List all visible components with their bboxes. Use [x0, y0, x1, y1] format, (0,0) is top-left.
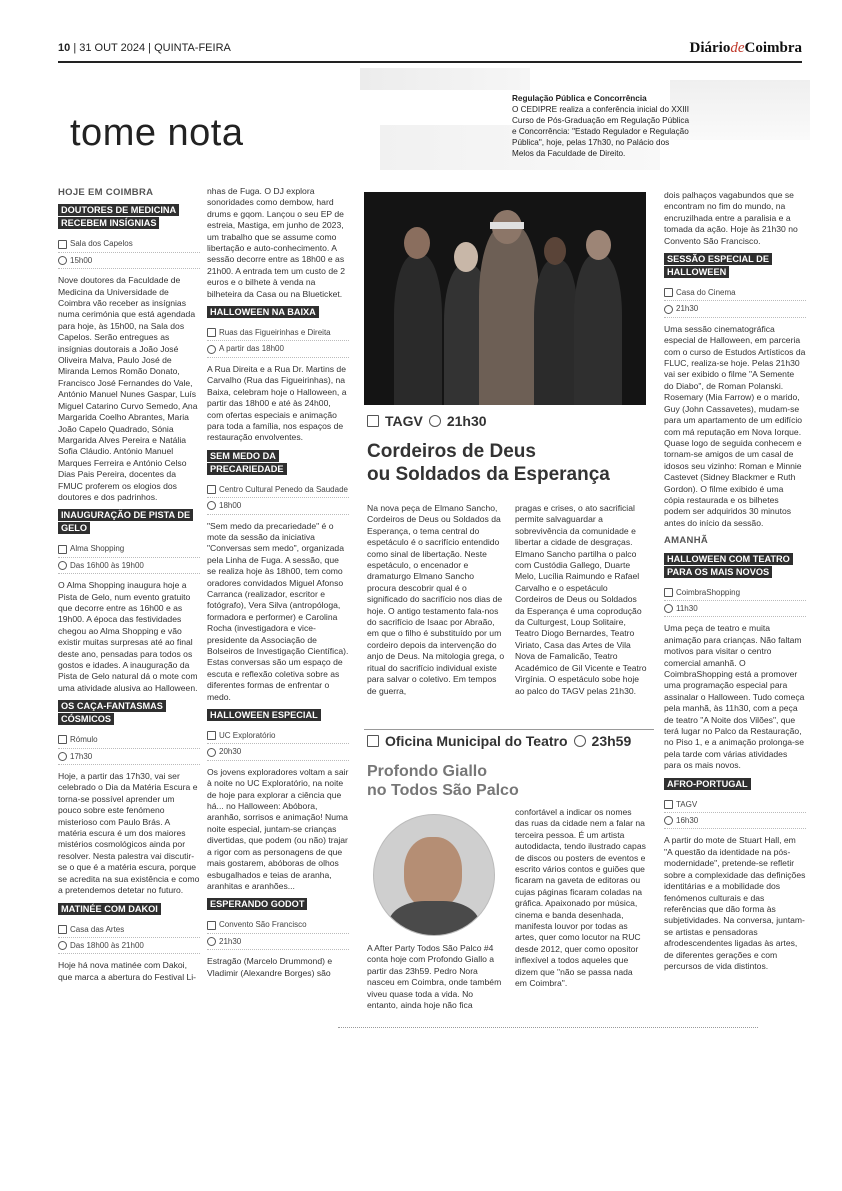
- subhead-tomorrow: AMANHÃ: [664, 535, 709, 547]
- clock-icon: [429, 415, 441, 427]
- venue-icon: [664, 288, 673, 297]
- bleed-block: [360, 68, 530, 90]
- folio: 10 | 31 OUT 2024 | QUINTA-FEIRA: [58, 42, 231, 54]
- venue-icon: [207, 328, 216, 337]
- venue-icon: [207, 485, 216, 494]
- feature2-title: Profondo Giallo no Todos São Palco: [367, 763, 519, 799]
- event-time: Das 16h00 às 19h00: [58, 558, 200, 574]
- event-text: Uma sessão cinematográfica especial de Halloween, em parceria com o curso de Estudos Artísticos da FLUC, realiza-se hoje. Pelas 21h30 vai ser exibido o filme "A Semente do Diabo", de Roman Polanski. Rosemary (Mia Farrow) e o marido, Guy (John Cassavetes), mudam-se para um apartamento de um edifício com má reputação em Nova Iorque. Quase logo de seguida conhecem e tornam-se amigos de um casal de idosos seu vizinho: Roman e Minnie Castevet (Sidney Blackmer e Ruth Gordon). O filme exibido é uma cópia restaurada e os bilhetes podem ser adquiridos 30 minutos antes do início da sessão.: [664, 323, 806, 528]
- event-heading: SESSÃO ESPECIAL DE HALLOWEEN: [664, 253, 772, 278]
- event-heading: AFRO-PORTUGAL: [664, 778, 751, 790]
- weekday: QUINTA-FEIRA: [154, 42, 231, 54]
- regulation-text: O CEDIPRE realiza a conferência inicial do XXIII Curso de Pós-Graduação em Regulação Pública e Concorrência: "Estado Regulador e Regulação Pública", hoje, pelas 17h30, no Palácio dos Melos da Faculdade de Direito.: [512, 105, 690, 158]
- feature2-meta: [367, 733, 631, 749]
- feature1-venue: TAGV: [385, 413, 423, 429]
- feature2-venue: Oficina Municipal do Teatro: [385, 733, 568, 749]
- clock-icon: [58, 256, 67, 265]
- venue-icon: [58, 925, 67, 934]
- event-time: 21h30: [664, 301, 806, 317]
- event-text: Uma peça de teatro e muita animação para crianças. Não faltam motivos para visitar o centro comercial amanhã. O CoimbraShopping está a promover uma programação especial para assinalar o Halloween. Tudo começa pela manhã, às 11h30, com a peça de teatro "A Noite dos Vilões", que terá lugar no Palco da Restauração, no Piso 1, e a animação prolonga-se pela tarde com várias atividades para os mais novos.: [664, 623, 805, 771]
- issue-date: 31 OUT 2024: [79, 42, 146, 54]
- feature2-col-b: confortável a indicar os nomes das ruas da cidade nem a falar na terceira pessoa. É um artista autodidacta, tendo ilustrado capas de discos ou posters de eventos e escrito vários contos e guiões que ficaram na gaveta de editoras ou cujas páginas ficaram coladas na gráfica. Apaixonado por música, cinema e banda desenhada, manifesta louvor por todas as artes, quer como locutor na RUC desde 2012, quer como opositor inflexível a todos aqueles que dizem que "não se passa nada em Coimbra".: [515, 807, 646, 989]
- feature2-time: 23h59: [591, 733, 632, 749]
- event-text: Os jovens exploradores voltam a sair à noite no UC Exploratório, na noite de hoje para explorar a ciência que há... no Halloween: Abóbora, aranhão, sorrisos e animação! Numa noite especial, juntam-se crianças divertidas, que podem (ou não) trajar a rigor com as personagens de que mais gostarem, abóboras de olhos esbugalhados e teias de aranha, aranhitas e aranhões...: [207, 766, 349, 891]
- event-text: A Rua Direita e a Rua Dr. Martins de Carvalho (Rua das Figueirinhas), na Baixa, celebram hoje o Halloween, a partir das 18h00 e até às 24h00, com ofertas especiais e animação para toda a família, nos espaços de restauração envolventes.: [207, 363, 347, 443]
- venue-icon: [664, 588, 673, 597]
- event-venue: Centro Cultural Penedo da Saudade: [207, 482, 349, 498]
- event-venue: UC Exploratório: [207, 728, 349, 744]
- column-2: [207, 186, 349, 985]
- event-time: 15h00: [58, 253, 200, 269]
- clock-icon: [207, 501, 216, 510]
- clock-icon: [207, 937, 216, 946]
- event-time: Das 18h00 às 21h00: [58, 938, 200, 954]
- page-number: 10: [58, 42, 71, 54]
- event-time: 21h30: [207, 934, 349, 950]
- clock-icon: [207, 345, 216, 354]
- event-text: Estragão (Marcelo Drummond) e Vladimir (Alexandre Borges) são: [207, 956, 333, 978]
- venue-icon: [367, 415, 379, 427]
- venue-icon: [58, 735, 67, 744]
- subhead-today: HOJE EM COIMBRA: [58, 187, 154, 198]
- feature2-col-a: A After Party Todos São Palco #4 conta hoje com Profondo Giallo a partir das 23h59. Pedro Nora nasceu em Coimbra, onde também viveu quase toda a vida. No entanto, ainda hoje não fica: [367, 943, 502, 1011]
- regulation-heading: Regulação Pública e Concorrência: [512, 94, 647, 103]
- event-time: 17h30: [58, 749, 200, 765]
- event-text: "Sem medo da precariedade" é o mote da sessão da iniciativa "Conversas sem medo", organizada pela Linha de Fuga. A sessão, que se realiza hoje às 18h00, tem como oradores convidados Miguel Afonso Carranca (realizador, escritor e fotógrafo), Vera Silva (antropóloga, formadora e performer) e Carolina Rocha (investigadora e vice-presidente da Associação de Bolseiros de Investigação Científica). Estas conversas são um espaço de escuta e reflexão coletiva sobre as diferentes formas de enfrentar o medo.: [207, 520, 349, 702]
- event-text: O Alma Shopping inaugura hoje a Pista de Gelo, num evento gratuito que decorre entre as 16h00 e as 19h00. A época das festividades chegou ao Alma Shopping e vão existir muitas surpresas até ao final deste ano, pensadas para todos os gostos e idades. A inauguração da Pista de Gelo natural dá o mote com uma atividade alusiva ao Halloween.: [58, 580, 198, 693]
- event-venue: Rómulo: [58, 732, 200, 748]
- event-venue: Casa do Cinema: [664, 285, 806, 301]
- clock-icon: [664, 604, 673, 613]
- event-venue: Alma Shopping: [58, 541, 200, 557]
- regulation-note: [512, 93, 692, 159]
- clock-icon: [207, 748, 216, 757]
- feature-photo-cast: [364, 192, 646, 405]
- feature1-col-a: Na nova peça de Elmano Sancho, Cordeiros de Deus ou Soldados da Esperança, o tema central do espetáculo é o sacrifício entendido como sinal de libertação. Neste espetáculo, o encenador e dramaturgo Elmano Sancho procura descobrir qual é o significado do sacrifício nos dias de hoje. O antigo testamento fala-nos do sacrifício de Isaac por Abraão, em que o filho é substituído por um cordeiro depois da intervenção do anjo de Deus. Na mitologia grega, o ritual do sacrifício individual existe para salvar o coletivo. Em tempos de guerra,: [367, 503, 505, 696]
- event-text: nhas de Fuga. O DJ explora sonoridades como dembow, hard drums e gqom. Lançou o seu EP de estreia, Mastiga, em junho de 2023, um trabalho que se assume como libertação e auto-conhecimento. A sessão decorre entre as 18h00 e as 21h00. A entrada tem um custo de 2 euros e o bilhete à venda na bilheteira da Casa ou na Blueticket.: [207, 186, 346, 299]
- feature1-meta: [367, 413, 487, 429]
- artist-portrait: [373, 814, 495, 936]
- event-heading: INAUGURAÇÃO DE PISTA DE GELO: [58, 509, 193, 534]
- section-title: tome nota: [70, 112, 244, 154]
- event-venue: Casa das Artes: [58, 922, 200, 938]
- event-text: Hoje, a partir das 17h30, vai ser celebrado o Dia da Matéria Escura e torna-se possível aprender um pouco sobre este fenómeno misterioso com Paulo Brás. A matéria escura é um dos maiores mistérios cosmológicos ainda por resolver. Nesta palestra vai discutir-se o que é a matéria escura, porque se acredita na sua existência e como a pretendemos detetar no futuro.: [58, 771, 200, 896]
- event-text: A partir do mote de Stuart Hall, em "A questão da identidade na pós-modernidade", pretende-se refletir sobre a complexidade das definições identitárias e a mobilidade dos fenómenos culturais e das referências que dão forma às subjetividades. Na conversa, juntam-se artistas e pensadoras afrodescendentes ligadas às artes, de diferentes gerações e com percursos de vida distintos.: [664, 835, 806, 971]
- event-text: Nove doutores da Faculdade de Medicina da Universidade de Coimbra vão receber as insígnias numa cerimónia que está agendada para hoje, às 15h00, na Sala dos Capelos. Serão entregues as insígnias doutorais a João José Oliveira Malva, Paulo José de Miranda Lemos Romão Donato, Francisco José Fernandes do Vale, António Manuel Nunes Gaspar, Luís Miguel Catarino Curvo Semedo, Ana Margarida Coelho Abrantes, Maria João Capelo Quadrado, Sónia Margarida Alves Pereira e Natália Sofia Cláudio. António Manuel Marques Ferreira e António Celso Dias Pais Pereira, docentes da FMUC proferem os elogios dos doutores e dos padrinhos.: [58, 275, 198, 502]
- clock-icon: [574, 735, 586, 747]
- feature1-col-b: pragas e crises, o ato sacrificial permite salvaguardar a sobrevivência da comunidade e libertar a cidade de desgraças. Elmano Sancho partilha o palco com Custódia Gallego, Duarte Melo, Lucília Raimundo e Rafael Carvalho e o espetáculo Cordeiros de Deus ou Soldados da Esperança é uma coprodução da Culturgest, Loup Solitaire, Teatro Diogo Bernardes, Teatro Viriato, Casa das Artes de Vila Nova de Famalicão, Teatro Académico de Gil Vicente e Teatro Virgínia. O espetáculo sobe hoje ao palco do TAGV pelas 21h30.: [515, 503, 647, 696]
- column-5: [664, 190, 806, 978]
- clock-icon: [664, 816, 673, 825]
- venue-icon: [58, 545, 67, 554]
- venue-icon: [58, 240, 67, 249]
- feature1-title: Cordeiros de Deus ou Soldados da Esperança: [367, 441, 610, 485]
- masthead-logo: DiáriodeCoimbra: [689, 40, 802, 56]
- event-venue: CoimbraShopping: [664, 585, 806, 601]
- venue-icon: [207, 921, 216, 930]
- event-venue: Ruas das Figueirinhas e Direita: [207, 325, 349, 341]
- venue-icon: [664, 800, 673, 809]
- event-venue: TAGV: [664, 797, 806, 813]
- event-text: dois palhaços vagabundos que se encontram no fim do mundo, na encruzilhada entre a paralisia e a tomada da ação. Hoje às 21h30 no Convento São Francisco.: [664, 190, 798, 246]
- event-venue: Sala dos Capelos: [58, 236, 200, 252]
- event-venue: Convento São Francisco: [207, 917, 349, 933]
- event-time: A partir das 18h00: [207, 341, 349, 357]
- bleed-dots: [338, 1027, 758, 1029]
- clock-icon: [664, 305, 673, 314]
- event-time: 16h30: [664, 813, 806, 829]
- column-1: [58, 183, 200, 989]
- event-heading: HALLOWEEN NA BAIXA: [207, 306, 319, 318]
- event-time: 18h00: [207, 498, 349, 514]
- clock-icon: [58, 752, 67, 761]
- header-rule: [58, 61, 802, 63]
- event-heading: SEM MEDO DA PRECARIEDADE: [207, 450, 287, 475]
- venue-icon: [207, 731, 216, 740]
- event-time: 20h30: [207, 744, 349, 760]
- event-text: Hoje há nova matinée com Dakoi, que marca a abertura do Festival Li-: [58, 960, 197, 982]
- event-heading: DOUTORES DE MEDICINA RECEBEM INSÍGNIAS: [58, 204, 179, 229]
- event-heading: HALLOWEEN ESPECIAL: [207, 709, 321, 721]
- clock-icon: [58, 941, 67, 950]
- event-time: 11h30: [664, 601, 806, 617]
- event-heading: OS CAÇA-FANTASMAS CÓSMICOS: [58, 700, 166, 725]
- event-heading: HALLOWEEN COM TEATRO PARA OS MAIS NOVOS: [664, 553, 793, 578]
- feature-divider: [364, 729, 654, 730]
- clock-icon: [58, 561, 67, 570]
- feature1-time: 21h30: [446, 413, 487, 429]
- event-heading: MATINÉE COM DAKOI: [58, 903, 161, 915]
- venue-icon: [367, 735, 379, 747]
- event-heading: ESPERANDO GODOT: [207, 898, 307, 910]
